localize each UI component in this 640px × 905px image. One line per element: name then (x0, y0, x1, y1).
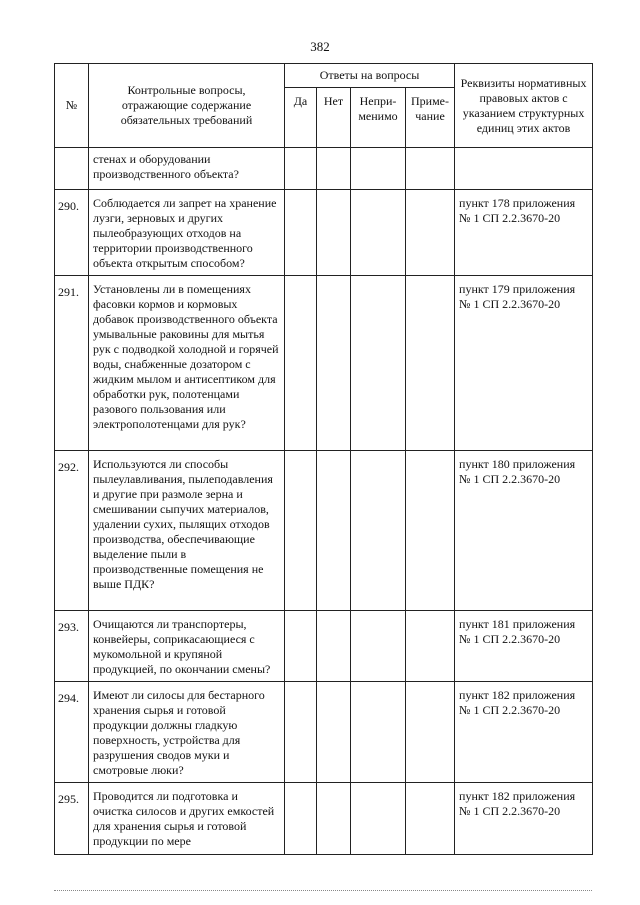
answer-note-cell (406, 148, 455, 190)
table-row (55, 783, 593, 855)
answer-na-cell (351, 451, 406, 611)
row-question: Имеют ли силосы для бестарного хранения сырья и готовой продукции должны гладкую поверхность, устройства для разрушения сводов муки и смотровые люки? (89, 682, 285, 783)
header-questions: Контрольные вопросы, отражающие содержание обязательных требований (89, 64, 285, 148)
answer-yes-cell (285, 783, 317, 855)
header-no: Нет (317, 88, 351, 148)
header-note: Приме-чание (406, 88, 455, 148)
row-requisite: пункт 179 приложения № 1 СП 2.2.3670-20 (455, 276, 593, 451)
answer-no-cell (317, 783, 351, 855)
checklist-table (54, 63, 593, 855)
table-row (55, 190, 593, 276)
answer-note-cell (406, 451, 455, 611)
row-question: стенах и оборудовании производственного объекта? (89, 148, 285, 190)
answer-yes-cell (285, 682, 317, 783)
row-requisite: пункт 182 приложения № 1 СП 2.2.3670-20 (455, 682, 593, 783)
answer-na-cell (351, 783, 406, 855)
answer-no-cell (317, 148, 351, 190)
table-row (55, 611, 593, 682)
answer-no-cell (317, 190, 351, 276)
answer-yes-cell (285, 148, 317, 190)
answer-note-cell (406, 682, 455, 783)
page-bottom-divider (54, 890, 592, 891)
row-question: Проводится ли подготовка и очистка силосов и других емкостей для хранения сырья и готовой продукции по мере (89, 783, 285, 855)
answer-na-cell (351, 611, 406, 682)
table-row (55, 148, 593, 190)
row-requisite (455, 148, 593, 190)
answer-no-cell (317, 451, 351, 611)
row-number: 295. (55, 783, 89, 855)
answer-no-cell (317, 682, 351, 783)
answer-note-cell (406, 783, 455, 855)
answer-yes-cell (285, 190, 317, 276)
answer-na-cell (351, 148, 406, 190)
table-row (55, 682, 593, 783)
table-row (55, 451, 593, 611)
answer-na-cell (351, 190, 406, 276)
table-header (55, 64, 593, 148)
row-requisite: пункт 178 приложения № 1 СП 2.2.3670-20 (455, 190, 593, 276)
row-number: 293. (55, 611, 89, 682)
row-number: 292. (55, 451, 89, 611)
header-yes: Да (285, 88, 317, 148)
answer-yes-cell (285, 451, 317, 611)
row-number (55, 148, 89, 190)
row-question: Очищаются ли транспортеры, конвейеры, соприкасающиеся с мукомольной и крупяной продукцией, по окончании смены? (89, 611, 285, 682)
answer-note-cell (406, 611, 455, 682)
row-question: Соблюдается ли запрет на хранение лузги, зерновых и других пылеобразующих отходов на территории производственного объекта открытым способом? (89, 190, 285, 276)
answer-yes-cell (285, 276, 317, 451)
header-requisites: Реквизиты нормативных правовых актов с указанием структурных единиц этих актов (455, 64, 593, 148)
header-not-applicable: Непри-менимо (351, 88, 406, 148)
row-number: 290. (55, 190, 89, 276)
row-number: 291. (55, 276, 89, 451)
row-requisite: пункт 181 приложения № 1 СП 2.2.3670-20 (455, 611, 593, 682)
answer-no-cell (317, 611, 351, 682)
row-question: Установлены ли в помещениях фасовки кормов и кормовых добавок производственного объекта умывальные раковины для мытья рук с подводкой холодной и горячей воды, снабженные дозатором с жидким мылом и антисептиком для обработки рук, полотенцами разового пользования или электрополотенцами для рук? (89, 276, 285, 451)
answer-na-cell (351, 276, 406, 451)
answer-note-cell (406, 276, 455, 451)
answer-na-cell (351, 682, 406, 783)
row-question: Используются ли способы пылеулавливания, пылеподавления и другие при размоле зерна и смешивании сыпучих материалов, удалении сухих, пылящих отходов производства, обеспечивающие выделение пыли в производственные помещения не выше ПДК? (89, 451, 285, 611)
row-number: 294. (55, 682, 89, 783)
table-row (55, 276, 593, 451)
answer-no-cell (317, 276, 351, 451)
page-number: 382 (310, 39, 330, 54)
row-requisite: пункт 180 приложения № 1 СП 2.2.3670-20 (455, 451, 593, 611)
answer-note-cell (406, 190, 455, 276)
header-num: № (55, 64, 89, 148)
header-answers: Ответы на вопросы (285, 64, 455, 88)
answer-yes-cell (285, 611, 317, 682)
row-requisite: пункт 182 приложения № 1 СП 2.2.3670-20 (455, 783, 593, 855)
